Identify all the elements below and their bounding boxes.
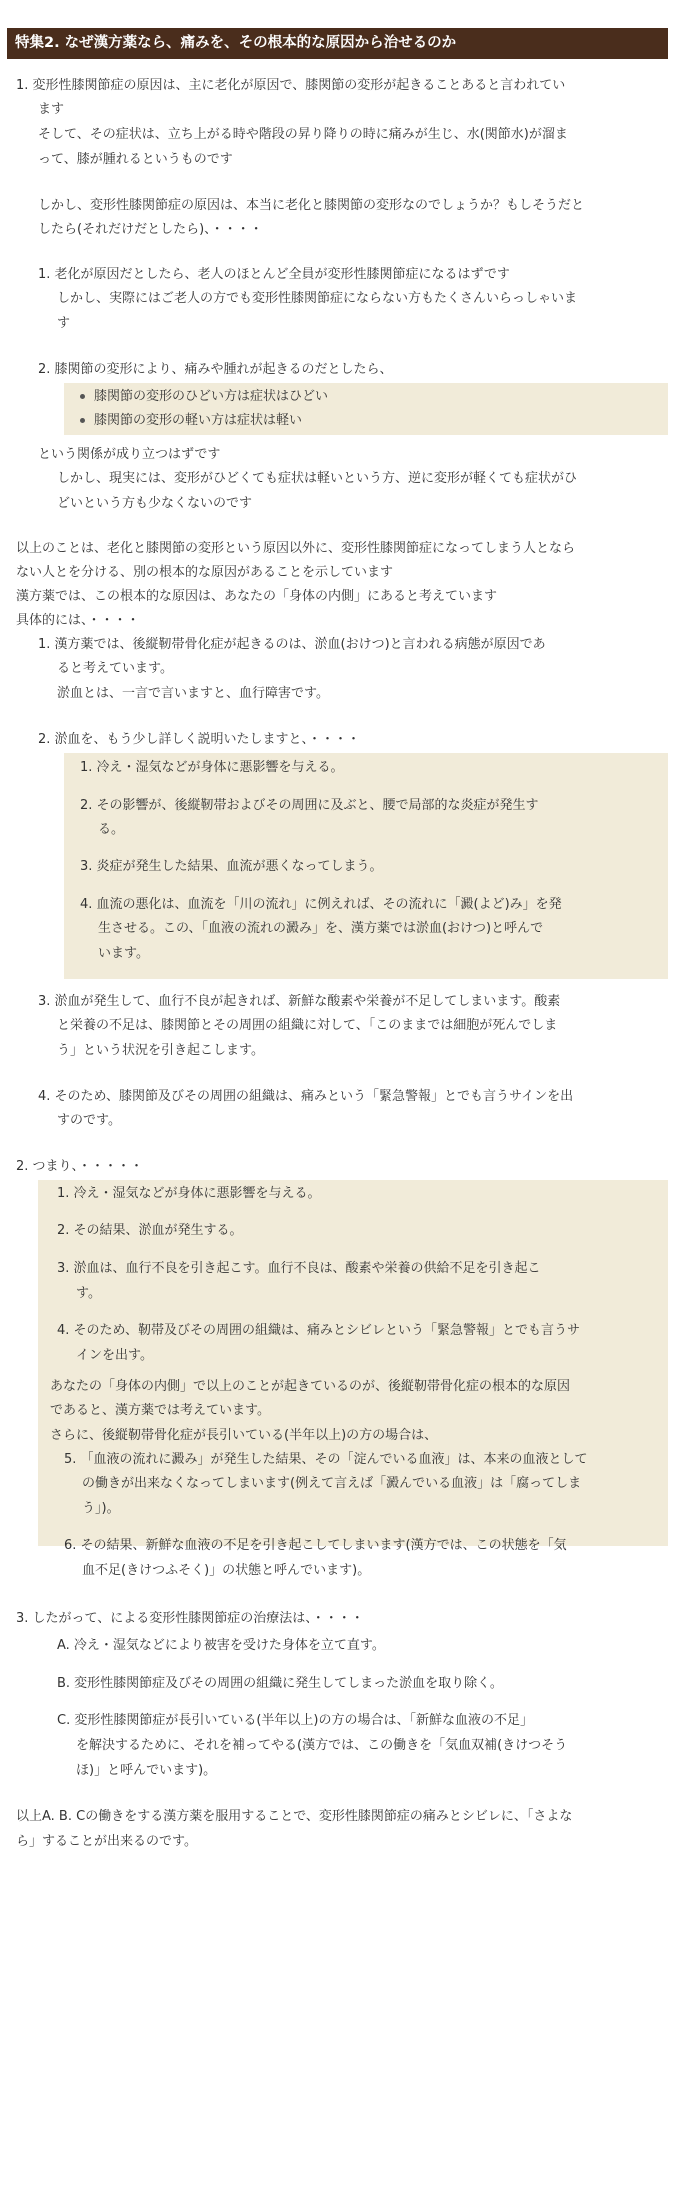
list-item: B. 変形性膝関節症及びその周囲の組織に発生してしまった淤血を取り除く。 [57, 1676, 503, 1691]
list-item: 膝関節の変形の軽い方は症状は軽い [94, 413, 303, 428]
list-item: 3. 淤血は、血行不良を引き起こす。血行不良は、酸素や栄養の供給不足を引き起こ [57, 1261, 541, 1276]
list-item: を解決するために、それを補ってやる(漢方では、この働きを「気血双補(きけつそう [76, 1738, 568, 1753]
bullet-dot [80, 394, 85, 399]
text-line: 淤血とは、一言で言いますと、血行障害です。 [57, 686, 329, 701]
text-line: すのです。 [57, 1113, 121, 1128]
list-item: 2. その結果、淤血が発生する。 [57, 1223, 243, 1238]
list-item: 1. 冷え・湿気などが身体に悪影響を与える。 [57, 1186, 321, 1201]
text-line: ら」することが出来るのです。 [16, 1834, 197, 1849]
list-item: ほ)」と呼んでいます)。 [76, 1763, 217, 1778]
text-line: ると考えています。 [57, 661, 173, 676]
text-line: 以上A. B. Cの働きをする漢方薬を服用することで、変形性膝関節症の痛みとシビレに、「さよな [16, 1809, 573, 1824]
text-line: ます [38, 102, 65, 117]
list-item: 3. 炎症が発生した結果、血流が悪くなってしまう。 [80, 859, 383, 874]
list-item: の働きが出来なくなってしまいます(例えて言えば「澱んでいる血液」は「腐ってしま [82, 1476, 582, 1491]
list-item: 生させる。この、「血液の流れの澱み」を、漢方薬では淤血(おけつ)と呼んで [98, 921, 544, 936]
text-line: であると、漢方薬では考えています。 [50, 1403, 270, 1418]
bullet-dot [80, 418, 85, 423]
list-item: 5. 「血液の流れに澱み」が発生した結果、その「淀んでいる血液」は、本来の血液として [64, 1452, 588, 1467]
page-title: 特集2. なぜ漢方薬なら、痛みを、その根本的な原因から治せるのか [7, 28, 668, 59]
text-line: 1. 漢方薬では、後縦靭帯骨化症が起きるのは、淤血(おけつ)と言われる病態が原因であ [38, 637, 546, 652]
text-line: 4. そのため、膝関節及びその周囲の組織は、痛みという「緊急警報」とでも言うサインを出 [38, 1089, 574, 1104]
list-item: 血不足(きけつふそく)」の状態と呼んでいます)。 [82, 1563, 371, 1578]
text-line: あなたの「身体の内側」で以上のことが起きているのが、後縦靭帯骨化症の根本的な原因 [50, 1379, 571, 1394]
text-line: 漢方薬では、この根本的な原因は、あなたの「身体の内側」にあると考えています [16, 589, 498, 604]
text-line: しかし、現実には、変形がひどくても症状は軽いという方、逆に変形が軽くても症状がひ [57, 471, 578, 486]
text-line: 3. したがって、による変形性膝関節症の治療法は、・・・・ [16, 1611, 364, 1626]
list-item: C. 変形性膝関節症が長引いている(半年以上)の方の場合は、「新鮮な血液の不足」 [57, 1713, 533, 1728]
list-item: 4. 血流の悪化は、血流を「川の流れ」に例えれば、その流れに「澱(よど)み」を発 [80, 897, 562, 912]
list-item: 6. その結果、新鮮な血液の不足を引き起こしてしまいます(漢方では、この状態を「気 [64, 1538, 567, 1553]
text-line: 2. 淤血を、もう少し詳しく説明いたしますと、・・・・ [38, 732, 361, 747]
list-item: 1. 冷え・湿気などが身体に悪影響を与える。 [80, 760, 344, 775]
list-item: 膝関節の変形のひどい方は症状はひどい [94, 389, 329, 404]
text-line: う」という状況を引き起こします。 [57, 1043, 264, 1058]
list-item: す。 [76, 1286, 101, 1301]
text-line: 3. 淤血が発生して、血行不良が起きれば、新鮮な酸素や栄養が不足してしまいます。酸素 [38, 994, 561, 1009]
list-item: う」)。 [82, 1501, 120, 1516]
text-line: 1. 変形性膝関節症の原因は、主に老化が原因で、膝関節の変形が起きることあると言われてい [16, 78, 566, 93]
text-line: さらに、後縦靭帯骨化症が長引いている(半年以上)の方の場合は、 [50, 1428, 438, 1443]
text-line: そして、その症状は、立ち上がる時や階段の昇り降りの時に痛みが生じ、水(関節水)が溜ま [38, 127, 568, 142]
text-line: したら(それだけだとしたら)、・・・・ [38, 222, 263, 237]
list-item: 4. そのため、靭帯及びその周囲の組織は、痛みとシビレという「緊急警報」とでも言うサ [57, 1323, 581, 1338]
text-line: と栄養の不足は、膝関節とその周囲の組織に対して、「このままでは細胞が死んでしま [57, 1018, 558, 1033]
list-item: る。 [98, 822, 125, 837]
text-line: す [57, 316, 71, 331]
text-line: 1. 老化が原因だとしたら、老人のほとんど全員が変形性膝関節症になるはずです [38, 267, 510, 282]
text-line: という関係が成り立つはずです [38, 447, 221, 462]
list-item: 2. その影響が、後縦靭帯およびその周囲に及ぶと、腰で局部的な炎症が発生す [80, 798, 539, 813]
text-line: 2. 膝関節の変形により、痛みや腫れが起きるのだとしたら、 [38, 362, 393, 377]
text-line: 具体的には、・・・・ [16, 613, 140, 628]
list-item: います。 [98, 946, 149, 961]
text-line: って、膝が腫れるというものです [38, 152, 233, 167]
text-line: どいという方も少なくないのです [57, 496, 253, 511]
list-item: A. 冷え・湿気などにより被害を受けた身体を立て直す。 [57, 1638, 385, 1653]
text-line: 2. つまり、・・・・・ [16, 1159, 144, 1174]
text-line: しかし、変形性膝関節症の原因は、本当に老化と膝関節の変形なのでしょうか？もしそうだと [38, 198, 585, 213]
list-item: インを出す。 [76, 1348, 153, 1363]
text-line: ない人とを分ける、別の根本的な原因があることを示しています [16, 565, 394, 580]
text-line: 以上のことは、老化と膝関節の変形という原因以外に、変形性膝関節症になってしまう人となら [16, 541, 576, 556]
text-line: しかし、実際にはご老人の方でも変形性膝関節症にならない方もたくさんいらっしゃいま [57, 291, 578, 306]
